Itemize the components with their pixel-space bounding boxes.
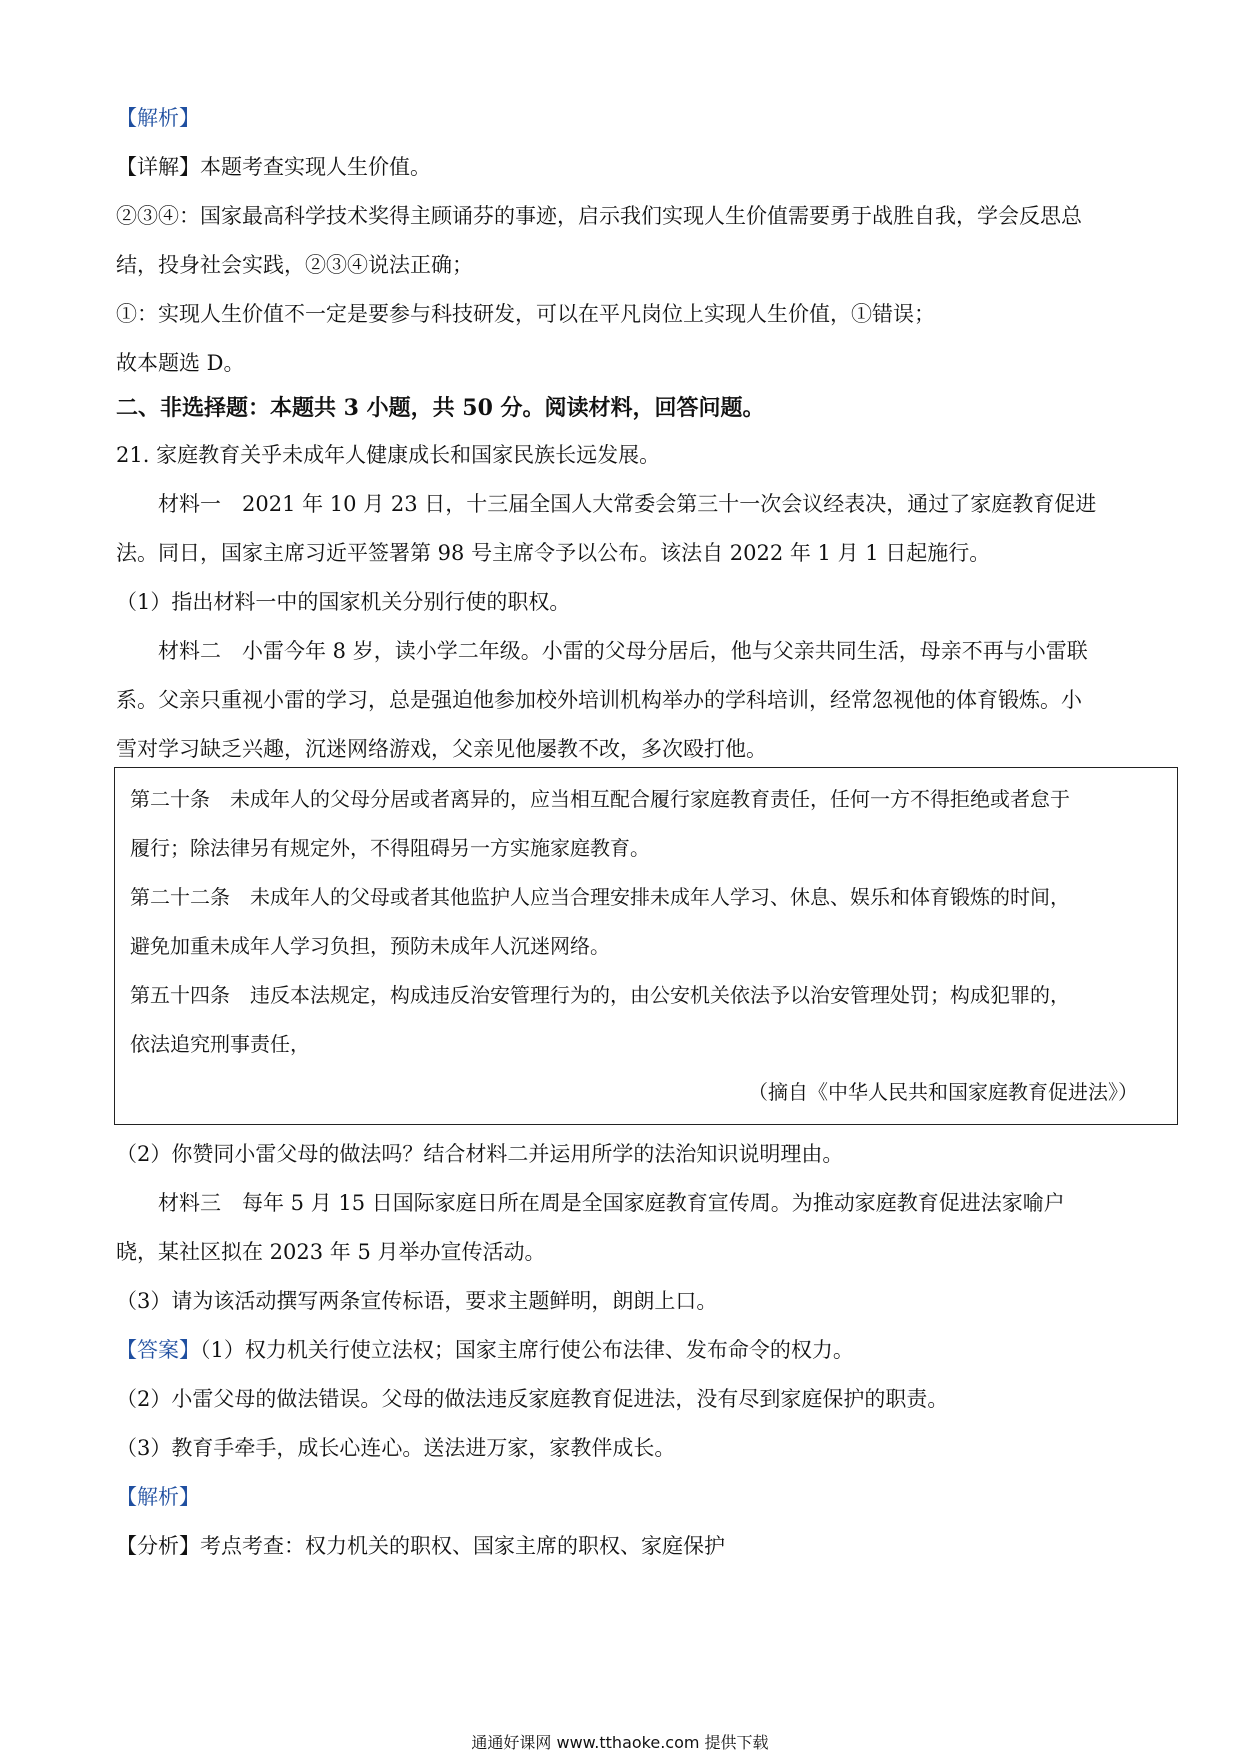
material-1-line-2: 法。同日，国家主席习近平签署第 98 号主席令予以公布。该法自 2022 年 1 月 1 日起施行。 <box>116 541 991 565</box>
material-2-line-2: 系。父亲只重视小雷的学习，总是强迫他参加校外培训机构举办的学科培训，经常忽视他的体育锻炼。小 <box>116 688 1082 712</box>
jiexi-label: 【解析】 <box>116 106 200 130</box>
xiangjie-label: 【详解】 <box>116 155 200 179</box>
law-source-citation: （摘自《中华人民共和国家庭教育促进法》） <box>748 1080 1138 1104</box>
question-21-stem: 21. 家庭教育关乎未成年人健康成长和国家民族长远发展。 <box>116 443 661 467</box>
answer-1-text: （1）权力机关行使立法权；国家主席行使公布法律、发布命令的权力。 <box>200 1338 854 1362</box>
sub-question-1: （1）指出材料一中的国家机关分别行使的职权。 <box>116 590 571 614</box>
answer-line-1 <box>116 1336 854 1364</box>
material-3-line-1: 材料三 每年 5 月 15 日国际家庭日所在周是全国家庭教育宣传周。为推动家庭教育促进法家喻户 <box>158 1191 1065 1215</box>
material-2-line-3: 雪对学习缺乏兴趣，沉迷网络游戏，父亲见他屡教不改，多次殴打他。 <box>116 737 767 761</box>
article-20-line-2: 履行；除法律另有规定外，不得阻碍另一方实施家庭教育。 <box>130 836 650 860</box>
jiexi-label-2: 【解析】 <box>116 1485 200 1509</box>
material-2-line-1: 材料二 小雷今年 8 岁，读小学二年级。小雷的父母分居后，他与父亲共同生活，母亲不再与小雷联 <box>158 639 1088 663</box>
sub-question-2: （2）你赞同小雷父母的做法吗？结合材料二并运用所学的法治知识说明理由。 <box>116 1142 844 1166</box>
section-title: 二、非选择题：本题共 3 小题，共 50 分。阅读材料，回答问题。 <box>116 395 765 421</box>
material-1-line-1: 材料一 2021 年 10 月 23 日，十三届全国人大常委会第三十一次会议经表决，通过了家庭教育促进 <box>158 492 1097 516</box>
answer-label: 【答案】 <box>116 1338 200 1362</box>
material-3-line-2: 晓，某社区拟在 2023 年 5 月举办宣传活动。 <box>116 1240 546 1264</box>
xiangjie-line <box>116 153 431 181</box>
fenxi-text: 考点考查：权力机关的职权、国家主席的职权、家庭保护 <box>200 1534 725 1558</box>
article-22-line-1: 第二十二条 未成年人的父母或者其他监护人应当合理安排未成年人学习、休息、娱乐和体育锻炼的时间， <box>130 885 1070 909</box>
fenxi-line <box>116 1532 725 1560</box>
answer-line-2: （2）小雷父母的做法错误。父母的做法违反家庭教育促进法，没有尽到家庭保护的职责。 <box>116 1387 949 1411</box>
fenxi-label: 【分析】 <box>116 1534 200 1558</box>
xiangjie-text: 本题考查实现人生价值。 <box>200 155 431 179</box>
analysis-para-1: ②③④：国家最高科学技术奖得主顾诵芬的事迹，启示我们实现人生价值需要勇于战胜自我，学会反思总 <box>116 204 1082 228</box>
article-54-line-2: 依法追究刑事责任， <box>130 1032 310 1056</box>
analysis-para-2: ①：实现人生价值不一定是要参与科技研发，可以在平凡岗位上实现人生价值，①错误； <box>116 302 935 326</box>
answer-line-3: （3）教育手牵手，成长心连心。送法进万家，家教伴成长。 <box>116 1436 676 1460</box>
analysis-para-1b: 结，投身社会实践，②③④说法正确； <box>116 253 473 277</box>
article-20-line-1: 第二十条 未成年人的父母分居或者离异的，应当相互配合履行家庭教育责任，任何一方不得拒绝或者怠于 <box>130 787 1070 811</box>
page-footer: 通通好课网 www.tthaoke.com 提供下载 <box>471 1733 769 1752</box>
article-54-line-1: 第五十四条 违反本法规定，构成违反治安管理行为的，由公安机关依法予以治安管理处罚；构成犯罪的， <box>130 983 1070 1007</box>
analysis-para-3: 故本题选 D。 <box>116 351 245 375</box>
sub-question-3: （3）请为该活动撰写两条宣传标语，要求主题鲜明，朗朗上口。 <box>116 1289 718 1313</box>
article-22-line-2: 避免加重未成年人学习负担，预防未成年人沉迷网络。 <box>130 934 610 958</box>
